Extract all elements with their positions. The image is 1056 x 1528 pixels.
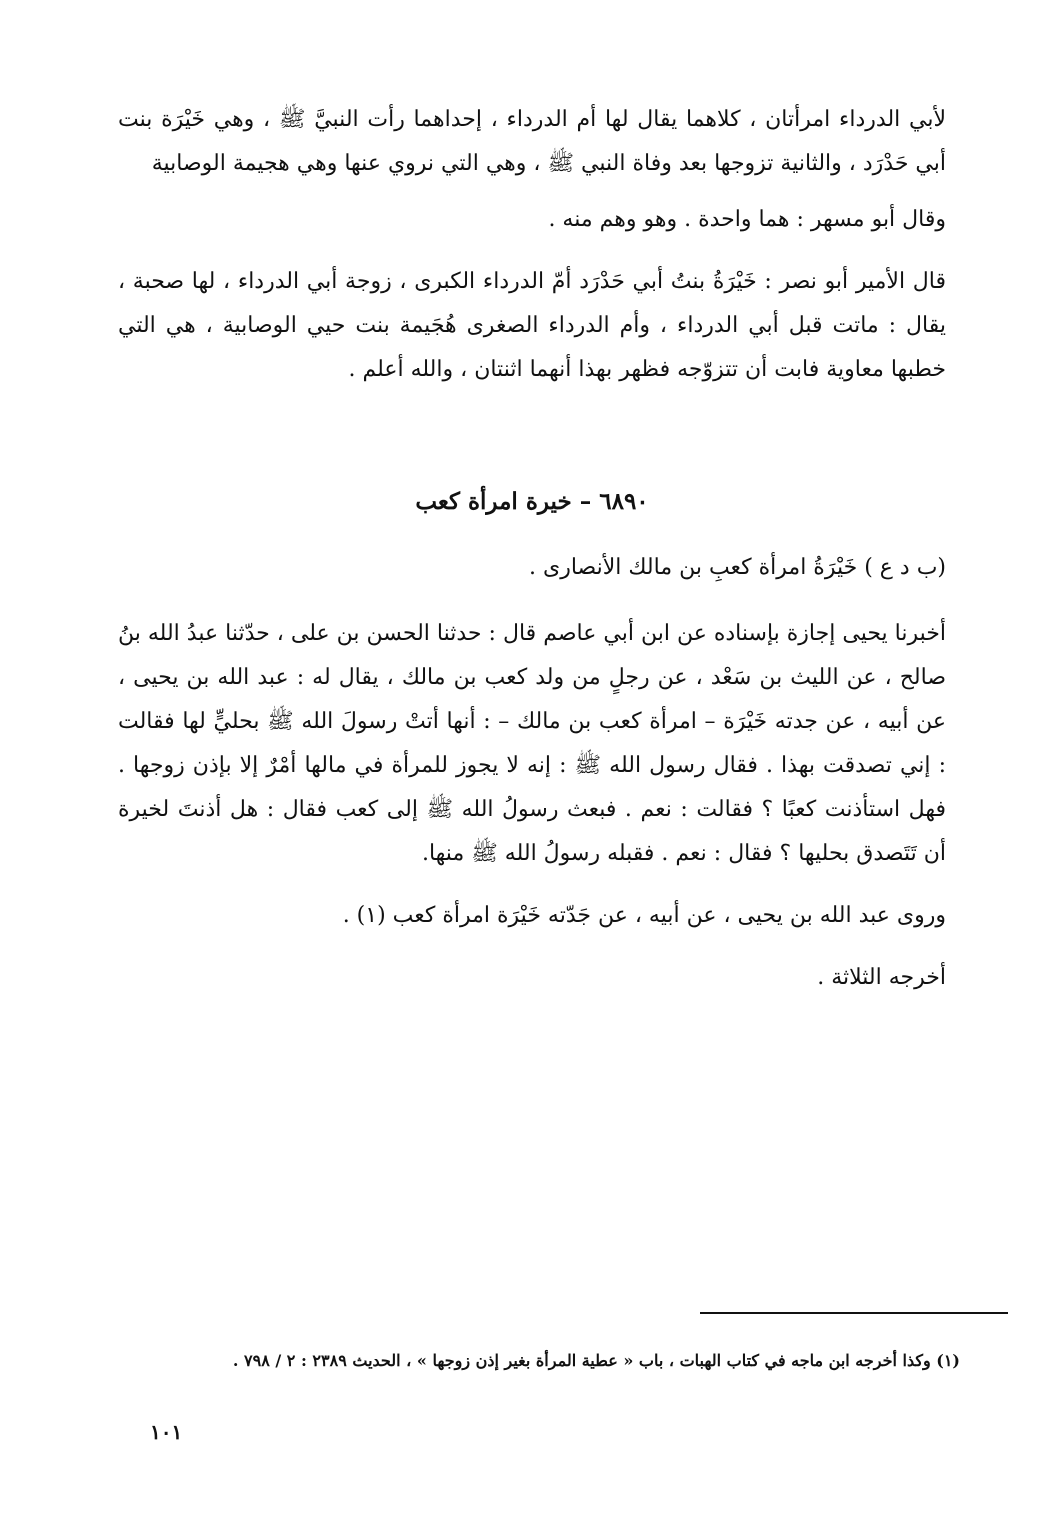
body-text-lower: [118, 546, 946, 1000]
paragraph-amir-abu-nasr: قال الأمير أبو نصر : خَيْرَةُ بنتُ أبي حَدْرَد أمّ الدرداء الكبرى ، زوجة أبي الدرداء ، لها صحبة ، يقال : ماتت قبل أبي الدرداء ، وأم الدرداء الصغرى هُجَيمة بنت حيي الوصابية ، هي التي خطبها معاوية فابت أن تتزوّجه فظهر بهذا أنهما اثنتان ، والله أعلم .: [118, 269, 946, 382]
page-number: ١٠١: [150, 1420, 183, 1444]
entry-heading: ٦٨٩٠ – خيرة امرأة كعب: [415, 488, 649, 515]
paragraph-riwaya: وروى عبد الله بن يحيى ، عن أبيه ، عن جَدّته خَيْرَة امرأة كعب (١) .: [342, 903, 946, 928]
body-text-upper: [118, 98, 946, 392]
footnote-divider: [700, 1312, 1008, 1314]
paragraph-abu-mishar: وقال أبو مسهر : هما واحدة . وهو وهم منه .: [548, 207, 946, 232]
paragraph-abu-darda-wives: لأبي الدرداء امرأتان ، كلاهما يقال لها أم الدرداء ، إحداهما رأت النبيَّ ﷺ ، وهي خَيْرَة بنت أبي حَدْرَد ، والثانية تزوجها بعد وفاة النبي ﷺ ، وهي التي نروي عنها وهي هجيمة الوصابية: [118, 107, 946, 176]
paragraph-takhrij: أخرجه الثلاثة .: [817, 965, 946, 990]
footnote: (١) وكذا أخرجه ابن ماجه في كتاب الهبات ، باب « عطية المرأة بغير إذن زوجها » ، الحديث ٢٣٨٩ : ٢ / ٧٩٨ .: [232, 1351, 960, 1370]
paragraph-hadith: أخبرنا يحيى إجازة بإسناده عن ابن أبي عاصم قال : حدثنا الحسن بن على ، حدّثنا عبدُ الله بنُ صالح ، عن الليث بن سَعْد ، عن رجلٍ من ولد كعب بن مالك ، يقال له : عبد الله بن يحيى ، عن أبيه ، عن جدته خَيْرَة – امرأة كعب بن مالك – : أنها أتتْ رسولَ الله ﷺ بحليٍّ لها فقالت : إني تصدقت بهذا . فقال رسول الله ﷺ : إنه لا يجوز للمرأة في مالها أمْرٌ إلا بإذن زوجها . فهل استأذنت كعبًا ؟ فقالت : نعم . فبعث رسولُ الله ﷺ إلى كعب فقال : هل أذنتَ لخيرة أن تَتَصدق بحليها ؟ فقال : نعم . فقبله رسولُ الله ﷺ منها.: [118, 621, 946, 866]
paragraph-entry-intro: (ب د ع ) خَيْرَةُ امرأة كعبِ بن مالك الأنصارى .: [528, 555, 946, 580]
